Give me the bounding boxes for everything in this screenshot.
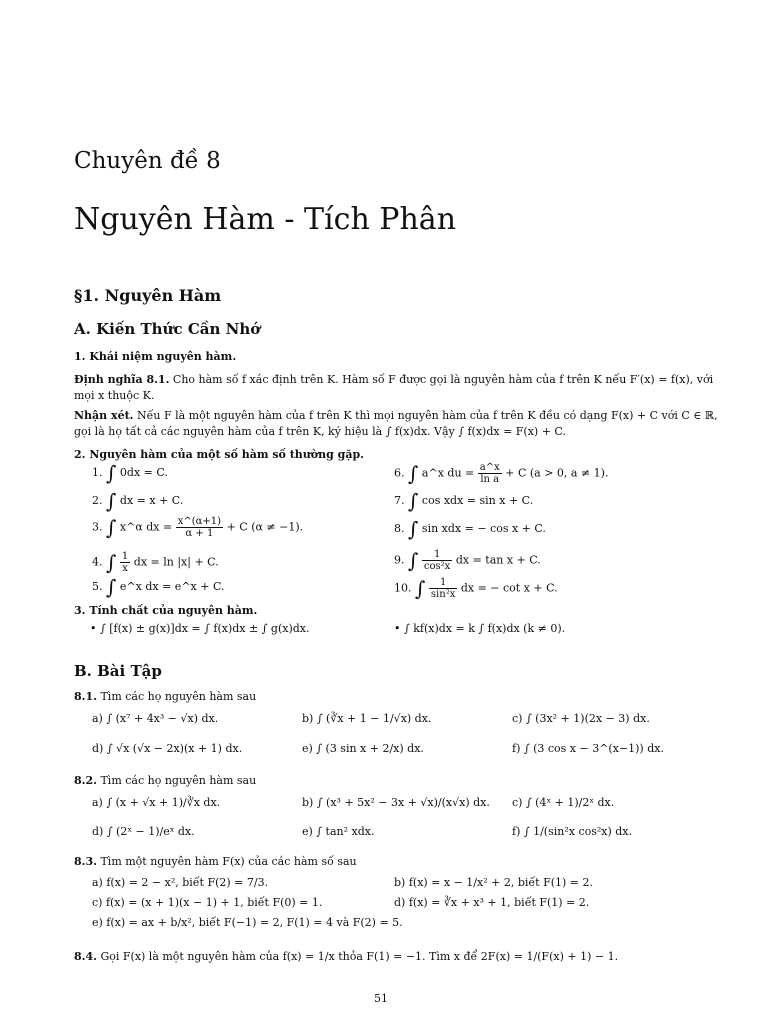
exercise-item: c) ∫ (4ˣ + 1)/2ˣ dx. <box>512 796 615 809</box>
numerator: a^x <box>479 462 500 473</box>
formula-4: 4. ∫ $\frac{1}{x}$ dx = ln |x| + C. <box>92 550 219 575</box>
subsection-a-heading: A. Kiến Thức Cần Nhớ <box>74 320 261 338</box>
exercise-item: d) ∫ (2ˣ − 1)/eˣ dx. <box>92 825 195 838</box>
formula-tail: + C (α ≠ −1). <box>226 520 304 534</box>
denominator: cos²x <box>423 561 451 572</box>
remark-label: Nhận xét. <box>74 409 134 422</box>
exercise-item: f) ∫ (3 cos x − 3^(x−1)) dx. <box>512 742 664 755</box>
denominator: ln a <box>478 473 502 485</box>
exercise-item: a) ∫ (x⁷ + 4x³ − √x) dx. <box>92 712 219 725</box>
exercise-item: e) f(x) = ax + b/x², biết F(−1) = 2, F(1) = 4 và F(2) = 5. <box>92 916 403 929</box>
formula-number: 4. <box>92 555 103 569</box>
exercise-item: d) f(x) = ∛x + x³ + 1, biết F(1) = 2. <box>394 896 590 909</box>
formula-1: 1. ∫ 0dx = C. <box>92 461 168 485</box>
exercise-prompt: Tìm các họ nguyên hàm sau <box>100 774 257 787</box>
fraction <box>176 516 223 539</box>
definition-paragraph <box>74 372 724 404</box>
numerator: 1 <box>433 549 441 560</box>
formula-tail: + C (a > 0, a ≠ 1). <box>505 466 609 480</box>
fraction <box>120 551 130 574</box>
exercise-item: c) f(x) = (x + 1)(x − 1) + 1, biết F(0) = 1. <box>92 896 323 909</box>
heading-formulas: 2. Nguyên hàm của một số hàm số thường gặp. <box>74 448 364 461</box>
fraction <box>478 462 502 485</box>
exercise-prompt: Tìm các họ nguyên hàm sau <box>100 690 257 703</box>
subsection-b-heading: B. Bài Tập <box>74 662 162 680</box>
formula-body: dx = x + C. <box>119 494 184 507</box>
denominator: sin²x <box>430 589 456 600</box>
formula-body: x^α dx = <box>119 520 173 534</box>
section-heading: §1. Nguyên Hàm <box>74 286 222 305</box>
formula-number: 5. <box>92 580 103 593</box>
numerator: 1 <box>121 551 129 562</box>
formula-number: 10. <box>394 581 412 595</box>
formula-body: cos xdx = sin x + C. <box>421 494 534 507</box>
formula-number: 6. <box>394 466 405 480</box>
page-number: 51 <box>374 992 388 1005</box>
exercise-item: f) ∫ 1/(sin²x cos²x) dx. <box>512 825 633 838</box>
numerator: x^(α+1) <box>177 516 222 527</box>
remark-paragraph <box>74 408 724 440</box>
exercise-8-3-prompt <box>74 855 357 868</box>
formula-number: 3. <box>92 520 103 534</box>
denominator: α + 1 <box>176 527 223 539</box>
formula-tail: dx = tan x + C. <box>455 553 541 567</box>
formula-number: 9. <box>394 553 405 567</box>
formula-7: 7. ∫ cos xdx = sin x + C. <box>394 489 534 513</box>
formula-9: 9. ∫ $\frac{1}{\text{cos²x}}$ dx = tan x + C. <box>394 548 541 573</box>
exercise-8-2-prompt <box>74 774 256 787</box>
property-scalar: • ∫ kf(x)dx = k ∫ f(x)dx (k ≠ 0). <box>394 622 566 635</box>
formula-number: 7. <box>394 494 405 507</box>
chapter-label: Chuyên đề 8 <box>74 148 221 174</box>
exercise-label: 8.4. <box>74 950 97 963</box>
heading-concept: 1. Khái niệm nguyên hàm. <box>74 350 237 363</box>
formula-8: 8. ∫ sin xdx = − cos x + C. <box>394 517 546 541</box>
exercise-item: b) ∫ (∛x + 1 − 1/√x) dx. <box>302 712 432 725</box>
numerator: 1 <box>439 577 447 588</box>
exercise-item: d) ∫ √x (√x − 2x)(x + 1) dx. <box>92 742 243 755</box>
exercise-item: e) ∫ tan² xdx. <box>302 825 375 838</box>
heading-properties: 3. Tính chất của nguyên hàm. <box>74 604 258 617</box>
fraction <box>429 577 457 600</box>
chapter-title: Nguyên Hàm - Tích Phân <box>74 202 457 237</box>
exercise-label: 8.2. <box>74 774 97 787</box>
formula-tail: dx = ln |x| + C. <box>133 555 219 569</box>
exercise-item: b) f(x) = x − 1/x² + 2, biết F(1) = 2. <box>394 876 593 889</box>
exercise-item: c) ∫ (3x² + 1)(2x − 3) dx. <box>512 712 650 725</box>
formula-6: 6. ∫ a^x du = $\frac{a\^{}x}{\text{ln a}}$ + C (a > 0, a ≠ 1). <box>394 461 609 486</box>
formula-body: 0dx = C. <box>119 466 168 479</box>
formula-body: sin xdx = − cos x + C. <box>421 522 546 535</box>
exercise-item: e) ∫ (3 sin x + 2/x) dx. <box>302 742 424 755</box>
exercise-item: a) ∫ (x + √x + 1)/∛x dx. <box>92 796 221 809</box>
exercise-item: b) ∫ (x³ + 5x² − 3x + √x)/(x√x) dx. <box>302 796 490 809</box>
formula-3: 3. ∫ x^α dx = $\frac{x\^{}(\alpha+1)}{\alpha + 1}$ + C (α ≠ −1). <box>92 515 304 540</box>
formula-5: 5. ∫ e^x dx = e^x + C. <box>92 575 225 599</box>
property-sum: • ∫ [f(x) ± g(x)]dx = ∫ f(x)dx ± ∫ g(x)dx. <box>90 622 310 635</box>
exercise-8-1-prompt <box>74 690 256 703</box>
denominator: x <box>120 562 130 574</box>
definition-label: Định nghĩa 8.1. <box>74 373 170 386</box>
formula-number: 1. <box>92 466 103 479</box>
exercise-label: 8.3. <box>74 855 97 868</box>
formula-body: e^x dx = e^x + C. <box>119 580 225 593</box>
definition-text: Cho hàm số f xác định trên K. Hàm số F được gọi là nguyên hàm của f trên K nếu F′(x) = f(x), với mọi x thuộc K. <box>74 373 714 402</box>
exercise-item: a) f(x) = 2 − x², biết F(2) = 7/3. <box>92 876 269 889</box>
remark-text: Nếu F là một nguyên hàm của f trên K thì mọi nguyên hàm của f trên K đều có dạng F(x) + C với C ∈ ℝ, gọi là họ tất cả các nguyên hàm của f trên K, ký hiệu là ∫ f(x)dx. Vậy ∫ f(x)dx = F(x) + C. <box>74 409 718 438</box>
formula-number: 8. <box>394 522 405 535</box>
exercise-prompt: Tìm một nguyên hàm F(x) của các hàm số sau <box>100 855 357 868</box>
exercise-8-4 <box>74 950 618 963</box>
formula-body: a^x du = <box>421 466 475 480</box>
formula-10: 10. ∫ $\frac{1}{\text{sin²x}}$ dx = − cot x + C. <box>394 576 558 601</box>
fraction <box>422 549 452 572</box>
formula-tail: dx = − cot x + C. <box>460 581 558 595</box>
exercise-label: 8.1. <box>74 690 97 703</box>
formula-2: 2. ∫ dx = x + C. <box>92 489 184 513</box>
exercise-text: Gọi F(x) là một nguyên hàm của f(x) = 1/x thỏa F(1) = −1. Tìm x để 2F(x) = 1/(F(x) + 1) − 1. <box>100 950 619 963</box>
formula-number: 2. <box>92 494 103 507</box>
